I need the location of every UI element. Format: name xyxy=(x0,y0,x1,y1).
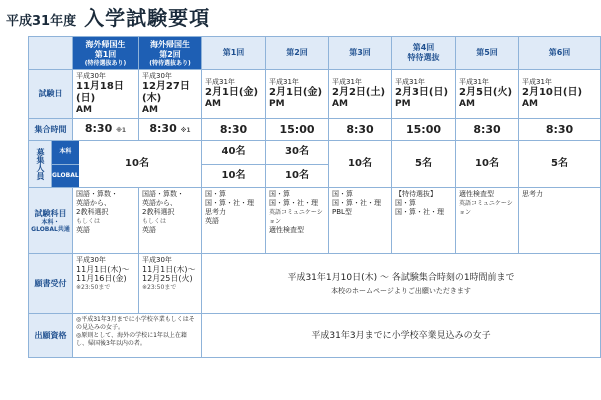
exam-day-ampm: PM xyxy=(395,99,411,109)
subject-line: 国・算 xyxy=(395,199,416,207)
subject-line: 国・算・社・理 xyxy=(269,199,318,207)
application-cell-2 xyxy=(139,254,202,314)
subject-line: PBL型 xyxy=(332,208,352,216)
capacity-round-3: 10名 xyxy=(329,141,392,188)
subject-line: 適性検査型 xyxy=(459,190,494,198)
application-year: 平成30年 xyxy=(76,256,106,264)
application-row xyxy=(29,254,601,314)
exam-day-cell xyxy=(73,70,139,119)
exam-day-year: 平成31年 xyxy=(395,78,425,86)
subject-line: 国・算・社・理 xyxy=(332,199,381,207)
exam-day-date: 2月1日(金) xyxy=(269,87,323,98)
subject-line: 国・算 xyxy=(332,190,353,198)
row-label-meeting-time: 集合時間 xyxy=(29,119,73,141)
capacity-round-6: 5名 xyxy=(519,141,601,188)
page-title xyxy=(6,2,210,28)
subject-line: 思考力 xyxy=(205,208,226,216)
subjects-row xyxy=(29,188,601,254)
meeting-time-value: 8:30 xyxy=(149,121,177,135)
subject-line: 英語から、 xyxy=(142,199,177,207)
header-row xyxy=(29,37,601,70)
subjects-cell xyxy=(73,188,139,254)
exam-day-date: 11月18日(日) xyxy=(76,81,124,104)
application-to: 12月25日(火) xyxy=(142,274,193,283)
subjects-label: 試験科目 xyxy=(34,208,67,218)
subject-line: 2教科選択 xyxy=(76,208,109,216)
header-kaigai-1 xyxy=(73,37,139,70)
application-to: 11月16日(金) xyxy=(76,274,127,283)
header-kaigai-2-line1: 海外帰国生 xyxy=(150,39,190,49)
application-from: 11月1日(木)〜 xyxy=(76,265,130,274)
meeting-time-value: 8:30 xyxy=(84,121,113,135)
row-label-exam-day: 試験日 xyxy=(29,70,73,119)
capacity-round-2-global: 10名 xyxy=(266,164,329,188)
subject-line: 国・算・社・理 xyxy=(205,199,254,207)
exam-day-ampm: AM xyxy=(459,99,475,109)
eligibility-line: ◎平成31年3月までに小学校卒業もしくはその見込みの女子。 xyxy=(76,316,195,331)
application-cell-1 xyxy=(73,254,139,314)
eligibility-general: 平成31年3月までに小学校卒業見込みの女子 xyxy=(202,314,601,358)
application-span xyxy=(202,254,601,314)
header-round-1: 第1回 xyxy=(202,37,266,70)
exam-day-ampm: AM xyxy=(76,105,92,115)
exam-day-ampm: AM xyxy=(522,99,538,109)
meeting-time-cell: 8:30 xyxy=(456,119,519,141)
exam-day-year: 平成31年 xyxy=(269,78,299,86)
capacity-row-main xyxy=(29,141,601,165)
application-note: ※23:50まで xyxy=(76,284,111,291)
meeting-time-cell: 8:30 xyxy=(329,119,392,141)
header-round-4-line1: 第4回 xyxy=(412,43,435,52)
exam-day-year: 平成31年 xyxy=(205,78,235,86)
subjects-cell xyxy=(139,188,202,254)
capacity-label: 募集人員 xyxy=(29,141,52,187)
exam-day-year: 平成31年 xyxy=(332,78,362,86)
exam-day-year: 平成31年 xyxy=(459,78,489,86)
header-kaigai-1-line2: 第1回 xyxy=(94,49,117,59)
application-note: ※23:50まで xyxy=(142,284,177,291)
application-year: 平成30年 xyxy=(142,256,172,264)
header-round-6: 第6回 xyxy=(519,37,601,70)
subjects-cell xyxy=(202,188,266,254)
subject-line: 英語 xyxy=(142,226,156,234)
subject-line: 適性検査型 xyxy=(269,226,304,234)
title-main: 入学試験要項 xyxy=(84,6,211,30)
eligibility-kaigai xyxy=(73,314,202,358)
exam-day-cell xyxy=(139,70,202,119)
subject-line: 英語から、 xyxy=(76,199,111,207)
eligibility-row xyxy=(29,314,601,358)
row-label-capacity xyxy=(29,141,79,188)
header-kaigai-1-line1: 海外帰国生 xyxy=(85,39,126,49)
exam-day-cell xyxy=(519,70,601,119)
exam-day-cell xyxy=(456,70,519,119)
exam-day-date: 12月27日(木) xyxy=(142,81,190,104)
eligibility-line: ◎原則として、海外の学校に1年以上在籍し、帰国後3年以内の者。 xyxy=(76,332,187,347)
meeting-time-cell: 8:30 xyxy=(519,119,601,141)
header-corner xyxy=(29,37,73,70)
subject-line: 国・算・社・理 xyxy=(395,208,444,216)
row-label-eligibility: 出願資格 xyxy=(29,314,73,358)
capacity-round-1-global: 10名 xyxy=(202,164,266,188)
meeting-time-cell xyxy=(73,119,139,141)
subjects-cell xyxy=(392,188,456,254)
capacity-sub-main: 本科 xyxy=(52,141,79,164)
subject-line: 国・算 xyxy=(269,190,290,198)
header-round-4 xyxy=(392,37,456,70)
exam-day-date: 2月10日(日) xyxy=(522,87,583,98)
exam-day-ampm: AM xyxy=(142,105,158,115)
meeting-time-mark: ※1 xyxy=(180,126,191,134)
application-span-line1: 平成31年1月10日(木) 〜 各試験集合時刻の1時間前まで xyxy=(287,272,515,283)
capacity-kaigai: 10名 xyxy=(73,141,202,188)
meeting-time-mark: ※1 xyxy=(116,126,127,134)
exam-day-ampm: PM xyxy=(269,99,285,109)
header-round-5: 第5回 xyxy=(456,37,519,70)
row-label-application: 願書受付 xyxy=(29,254,73,314)
meeting-time-cell xyxy=(139,119,202,141)
exam-day-date: 2月3日(日) xyxy=(395,87,449,98)
header-kaigai-2-note: (特待選抜あり) xyxy=(149,59,191,67)
meeting-time-cell: 15:00 xyxy=(266,119,329,141)
subject-line: もしくは xyxy=(76,218,101,225)
capacity-sub-global: GLOBAL xyxy=(52,164,79,188)
exam-day-cell xyxy=(392,70,456,119)
subjects-cell xyxy=(266,188,329,254)
header-round-4-line2: 特待選抜 xyxy=(407,53,440,62)
subjects-cell xyxy=(519,188,601,254)
subject-line: 英語 xyxy=(76,226,90,234)
header-round-2: 第2回 xyxy=(266,37,329,70)
subject-line: 国語・算数・ xyxy=(142,190,184,198)
subject-line: もしくは xyxy=(142,218,167,225)
exam-day-date: 2月1日(金) xyxy=(205,87,259,98)
subject-line: 思考力 xyxy=(522,190,543,198)
subject-line: 国語・算数・ xyxy=(76,190,118,198)
subject-line: 英語コミュニケーション xyxy=(459,200,513,216)
application-from: 11月1日(木)〜 xyxy=(142,265,196,274)
exam-day-year: 平成30年 xyxy=(142,72,172,80)
subject-line: 国・算 xyxy=(205,190,226,198)
meeting-time-cell: 15:00 xyxy=(392,119,456,141)
exam-day-ampm: AM xyxy=(332,99,348,109)
capacity-round-5: 10名 xyxy=(456,141,519,188)
exam-day-date: 2月5日(火) xyxy=(459,87,513,98)
capacity-round-2-main: 30名 xyxy=(266,141,329,165)
meeting-time-row xyxy=(29,119,601,141)
exam-day-cell xyxy=(329,70,392,119)
header-round-3: 第3回 xyxy=(329,37,392,70)
application-span-line2: 本校のホームページよりご出願いただきます xyxy=(331,286,471,295)
subject-line: 2教科選択 xyxy=(142,208,175,216)
header-kaigai-2-line2: 第2回 xyxy=(159,49,181,59)
exam-day-row xyxy=(29,70,601,119)
header-kaigai-2 xyxy=(139,37,202,70)
header-kaigai-1-note: (特待選抜あり) xyxy=(84,59,127,67)
subject-line: 【特待選抜】 xyxy=(395,190,437,198)
exam-day-ampm: AM xyxy=(205,99,221,109)
subject-line: 英語コミュニケーション xyxy=(269,209,323,225)
subjects-label-sub: 本科・GLOBAL共通 xyxy=(31,218,70,233)
exam-table xyxy=(28,36,601,358)
exam-day-cell xyxy=(266,70,329,119)
exam-day-cell xyxy=(202,70,266,119)
exam-day-date: 2月2日(土) xyxy=(332,87,386,98)
capacity-round-1-main: 40名 xyxy=(202,141,266,165)
capacity-round-4: 5名 xyxy=(392,141,456,188)
title-year: 平成31年度 xyxy=(6,14,77,29)
exam-day-year: 平成31年 xyxy=(522,78,552,86)
exam-day-year: 平成30年 xyxy=(76,72,106,80)
subjects-cell xyxy=(329,188,392,254)
subjects-cell xyxy=(456,188,519,254)
subject-line: 英語 xyxy=(205,217,219,225)
meeting-time-cell: 8:30 xyxy=(202,119,266,141)
row-label-subjects xyxy=(29,188,73,254)
